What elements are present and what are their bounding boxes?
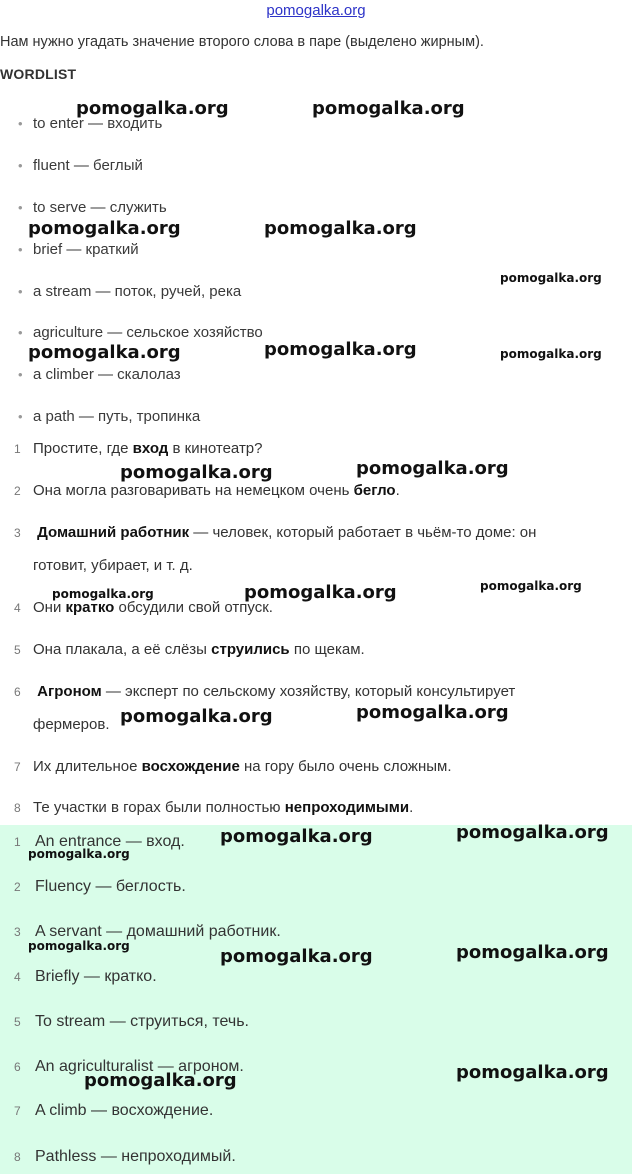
bullet-icon: • [18,242,23,257]
wordlist-item: • a path — путь, тропинка [18,408,201,425]
sentence-item: 2 Она могла разговаривать на немецком очень бегло. [14,482,400,499]
watermark: pomogalka.org [84,1070,237,1091]
watermark: pomogalka.org [52,587,154,601]
watermark: pomogalka.org [28,939,130,953]
watermark: pomogalka.org [220,826,373,847]
sentence-continuation: фермеров. [33,716,110,733]
watermark: pomogalka.org [28,218,181,239]
wordlist-item: • agriculture — сельское хозяйство [18,324,263,341]
wordlist-item: • to serve — служить [18,199,167,216]
watermark: pomogalka.org [264,339,417,360]
watermark: pomogalka.org [244,582,397,603]
watermark: pomogalka.org [500,271,602,285]
watermark: pomogalka.org [500,347,602,361]
bullet-icon: • [18,200,23,215]
bullet-icon: • [18,116,23,131]
bullet-icon: • [18,409,23,424]
site-link[interactable]: pomogalka.org [266,2,366,19]
sentence-item: 1 Простите, где вход в кинотеатр? [14,440,263,457]
answer-item: 6 An agriculturalist — агроном. [14,1058,244,1075]
watermark: pomogalka.org [312,98,465,119]
wordlist-item: • to enter — входить [18,115,163,132]
watermark: pomogalka.org [28,847,130,861]
sentence-item: 6 Агроном — эксперт по сельскому хозяйству, который консультирует [14,683,516,700]
sentence-item: 5 Она плакала, а её слёзы струились по щекам. [14,641,365,658]
watermark: pomogalka.org [264,218,417,239]
watermark: pomogalka.org [120,706,273,727]
bullet-icon: • [18,284,23,299]
answer-item: 2 Fluency — беглость. [14,878,186,895]
answer-item: 3 A servant — домашний работник. [14,923,281,940]
watermark: pomogalka.org [456,822,609,843]
watermark: pomogalka.org [28,342,181,363]
sentence-item: 4 Они кратко обсудили свой отпуск. [14,599,273,616]
answer-item: 4 Briefly — кратко. [14,968,157,985]
answer-item: 7 A climb — восхождение. [14,1102,214,1119]
answer-item: 5 To stream — струиться, течь. [14,1013,249,1030]
sentence-item: 8 Те участки в горах были полностью непроходимыми. [14,799,414,816]
answer-item: 1 An entrance — вход. [14,833,185,850]
watermark: pomogalka.org [76,98,229,119]
watermark: pomogalka.org [120,462,273,483]
wordlist-item: • fluent — беглый [18,157,143,174]
wordlist-item: • brief — краткий [18,241,139,258]
sentence-item: 3 Домашний работник — человек, который работает в чьём-то доме: он [14,524,537,541]
watermark: pomogalka.org [356,458,509,479]
watermark: pomogalka.org [480,579,582,593]
sentence-item: 7 Их длительное восхождение на гору было очень сложным. [14,758,452,775]
watermark: pomogalka.org [356,702,509,723]
wordlist-item: • a climber — скалолаз [18,366,181,383]
answer-item: 8 Pathless — непроходимый. [14,1148,236,1165]
sentence-continuation: готовит, убирает, и т. д. [33,557,193,574]
watermark: pomogalka.org [456,1062,609,1083]
watermark: pomogalka.org [456,942,609,963]
intro-text: Нам нужно угадать значение второго слова в паре (выделено жирным). [0,34,484,50]
watermark: pomogalka.org [220,946,373,967]
bullet-icon: • [18,158,23,173]
bullet-icon: • [18,367,23,382]
bullet-icon: • [18,325,23,340]
wordlist-heading: WORDLIST [0,66,77,82]
wordlist-item: • a stream — поток, ручей, река [18,283,242,300]
